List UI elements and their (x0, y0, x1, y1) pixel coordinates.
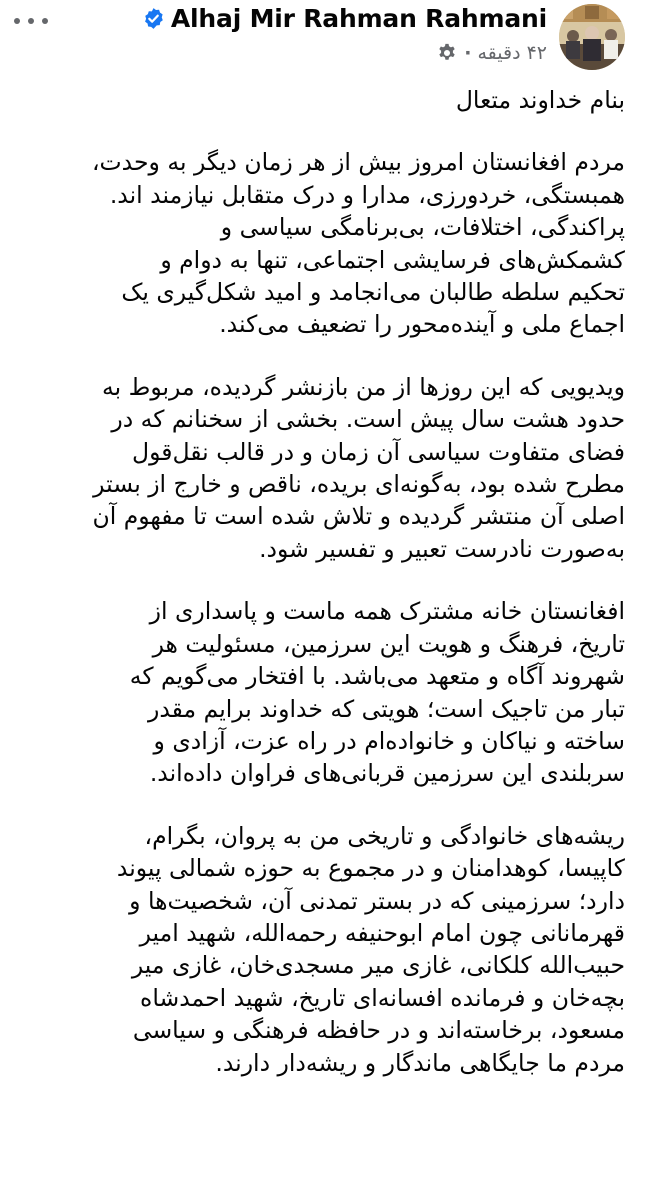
post-line: اجماع ملی و آینده‌محور را تضعیف می‌کند. (219, 310, 625, 339)
post-line: اصلی آن منتشر گردیده و تلاش شده است تا مفهوم آن (92, 502, 625, 531)
post-line: ریشه‌های خانوادگی و تاریخی من به پروان، بگرام، (144, 821, 625, 850)
post-line: کشمکش‌های فرسایشی اجتماعی، تنها به دوام و (160, 245, 625, 274)
post-line: افغانستان خانه مشترک همه ماست و پاسداری از (149, 597, 625, 626)
more-options-icon (42, 18, 48, 24)
more-options-icon (14, 18, 20, 24)
post-line: تبار من تاجیک است؛ هویتی که خداوند برایم مقدر (147, 694, 625, 723)
post-line: دارد؛ سرزمینی که در بستر تمدنی آن، شخصیت‌ها و (129, 886, 625, 915)
post-line: حدود هشت سال پیش است. بخشی از سخنانم که در (111, 405, 625, 434)
avatar[interactable] (559, 4, 625, 70)
gear-icon[interactable] (436, 42, 458, 64)
post-line: بنام خداوند متعال (455, 86, 625, 114)
avatar-photo (559, 4, 625, 70)
post-line: مسعود، برخاسته‌اند و در حافظه فرهنگی و سیاسی (132, 1016, 625, 1045)
more-options-icon (28, 18, 34, 24)
post-line: قهرمانانی چون امام ابوحنیفه رحمه‌الله، شهید امیر (139, 918, 625, 947)
post-time[interactable]: ۴۲ دقیقه (477, 42, 547, 64)
post-text (20, 84, 625, 1079)
post-line: مردم افغانستان امروز بیش از هر زمان دیگر به وحدت، (91, 148, 625, 177)
post-line: همبستگی، خردورزی، مدارا و درک متقابل نیازمند اند. (109, 180, 625, 209)
meta-separator: · (464, 42, 472, 64)
post-line: کاپیسا، کوهدامنان و در مجموع به حوزه شمالی پیوند (116, 854, 625, 883)
more-options-button[interactable] (14, 14, 48, 28)
post-line: ویدیویی که این روزها از من بازنشر گردیده، مربوط به (102, 372, 625, 401)
post-line: تاریخ، فرهنگ و هویت این سرزمین، مسئولیت هر (152, 629, 625, 658)
post-line: سربلندی این سرزمین قربانی‌های فراوان داده‌اند. (149, 759, 625, 788)
post-line: پراکندگی، اختلافات، بی‌برنامگی سیاسی و (220, 213, 625, 242)
author-row (142, 4, 547, 33)
verified-badge-icon (142, 7, 165, 30)
post-header (0, 0, 645, 84)
post-line: ساخته و نیاکان و خانواده‌ام در راه عزت، آزادی و (153, 726, 625, 755)
post-line: مطرح شده بود، به‌گونه‌ای بریده، ناقص و خارج از بستر (93, 470, 625, 499)
author-name[interactable]: Alhaj Mir Rahman Rahmani (170, 4, 547, 33)
post-line: به‌صورت نادرست تعبیر و تفسیر شود. (259, 534, 625, 563)
post-line: شهروند آگاه و متعهد می‌باشد. با افتخار می‌گویم که (129, 662, 625, 691)
post-line: مردم ما جایگاهی ماندگار و ریشه‌دار دارند. (215, 1048, 625, 1077)
post-meta (436, 42, 547, 64)
post-line: بچه‌خان و فرمانده افسانه‌ای تاریخ، شهید احمدشاه (140, 983, 625, 1012)
post-line: حبیب‌الله کلکانی، غازی میر مسجدی‌خان، غازی میر (131, 951, 625, 980)
post-line: تحکیم سلطه طالبان می‌انجامد و امید شکل‌گیری یک (121, 278, 625, 307)
post-line: فضای متفاوت سیاسی آن زمان و در قالب نقل‌قول (132, 437, 625, 466)
